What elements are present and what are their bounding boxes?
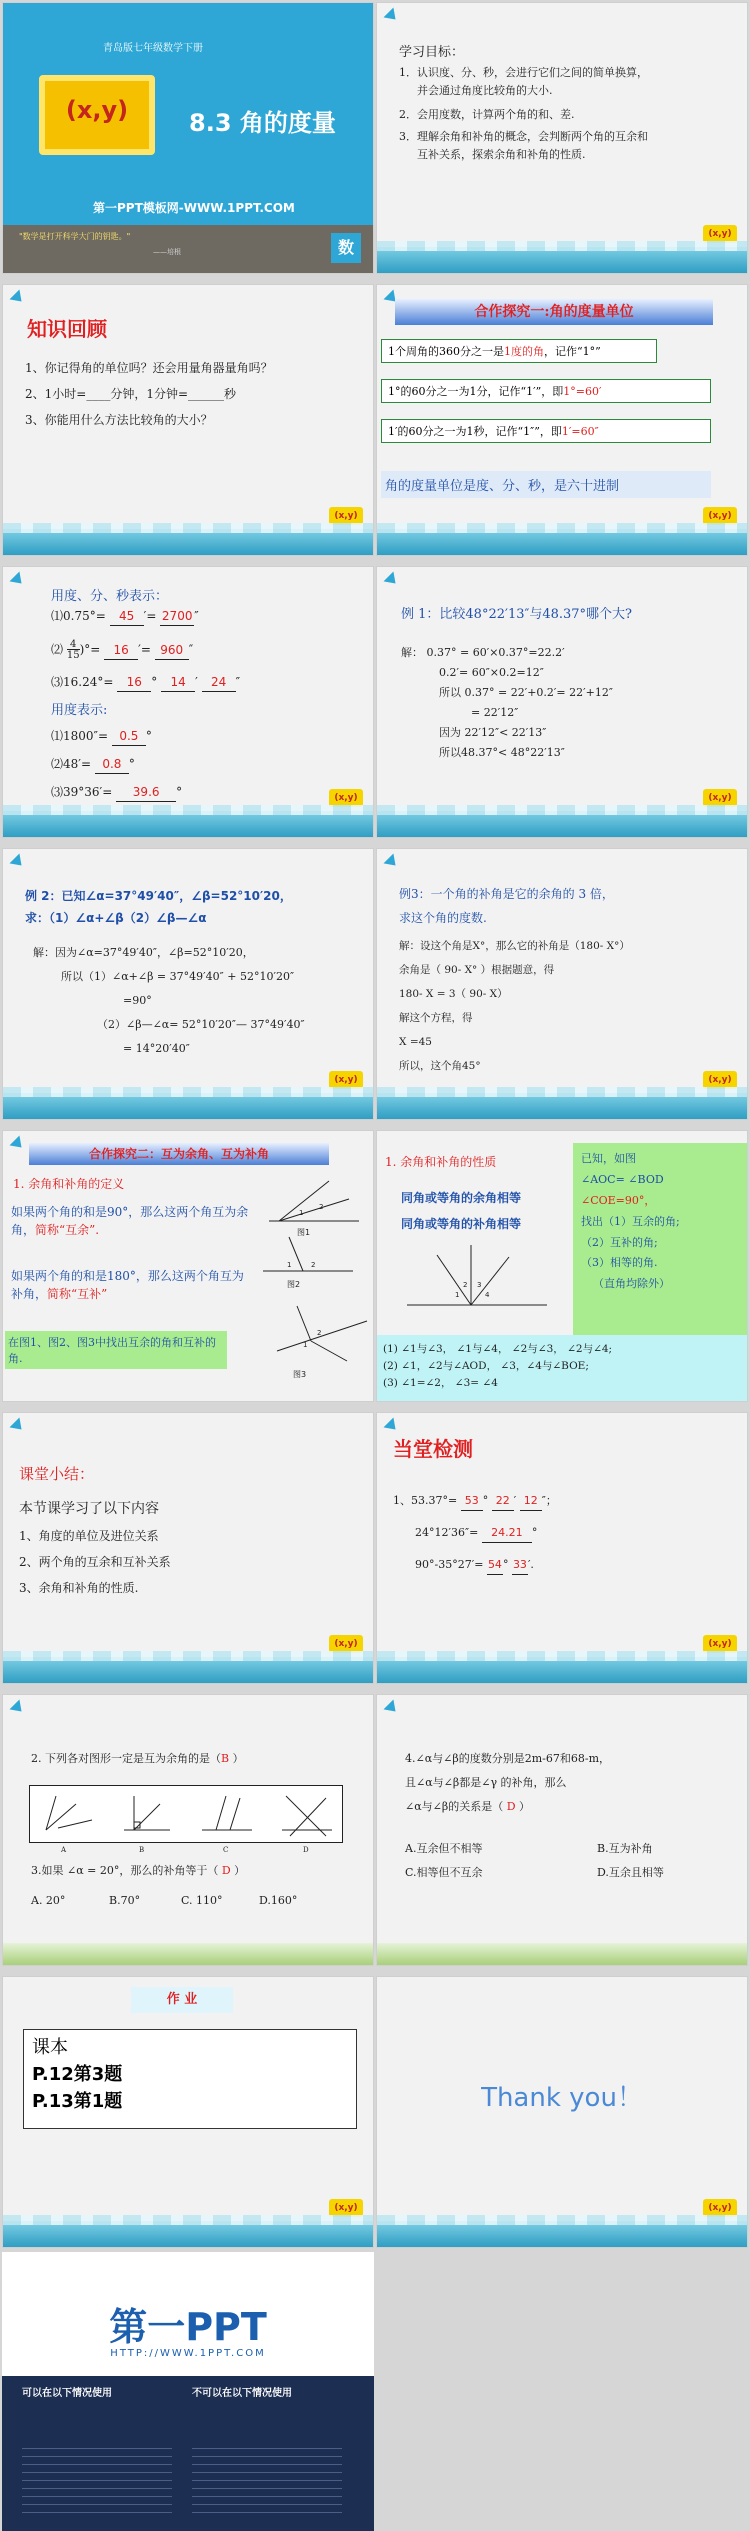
- q2-label-c: C: [223, 1846, 229, 1854]
- q4-answer: D: [506, 1800, 516, 1813]
- props-known-box: [573, 1143, 747, 1343]
- convert-a3-v2: 14: [161, 673, 195, 692]
- check-q1-v2: 22: [492, 1493, 514, 1511]
- check-q1-label: 1、53.37°=: [393, 1494, 458, 1507]
- xy-logo-icon: (x,y): [329, 789, 363, 807]
- q2-figure-d: [276, 1790, 336, 1840]
- goals-item: 并会通过角度比较角的大小.: [417, 84, 553, 97]
- cover-quote: "数学是打开科学大门的钥匙。": [19, 232, 131, 241]
- explore1-line3-a: 1′的60分之一为1秒，记作“1″”，即: [388, 425, 562, 438]
- corner-triangle-icon: [10, 1418, 27, 1435]
- xy-board-text: (x,y): [65, 96, 129, 124]
- corner-triangle-icon: [10, 1136, 27, 1153]
- q2-label-a: A: [61, 1846, 67, 1854]
- goals-item: 3．理解余角和补角的概念，会判断两个角的互余和: [399, 130, 648, 143]
- convert-a1: ⑴0.75°= 45 ′= 2700 ″: [51, 607, 199, 626]
- goals-heading: 学习目标：: [399, 45, 465, 60]
- check-q1c: 90°-35°27′= 54° 33′.: [415, 1557, 534, 1575]
- q2-label-b: B: [139, 1846, 145, 1854]
- q3-text: 3.如果 ∠α = 20°，那么的补角等于（ D ）: [31, 1864, 246, 1877]
- q4-slide: [376, 1694, 748, 1966]
- summary-title: 课堂小结：: [19, 1465, 95, 1483]
- example2-l1: 解：因为∠α=37°49′40″，∠β=52°10′20，: [33, 946, 254, 959]
- q4-line2: 且∠α与∠β都是∠γ 的补角，那么: [405, 1776, 567, 1789]
- figure-1-label: 图1: [297, 1228, 311, 1237]
- props-p2: 同角或等角的补角相等: [401, 1217, 522, 1231]
- homework-slide: [2, 1976, 374, 2248]
- frac-den: 15: [66, 650, 80, 661]
- convert-a1-v2: 2700: [160, 607, 194, 626]
- q3-opt: C. 110°: [181, 1894, 223, 1907]
- svg-text:2: 2: [319, 1203, 324, 1211]
- xy-logo-icon: (x,y): [329, 2199, 363, 2217]
- props-ans3: (3) ∠1=∠2， ∠3= ∠4: [383, 1376, 498, 1389]
- props-find: 找出（1）互余的角;: [581, 1214, 680, 1228]
- xy-logo-icon: (x,y): [703, 2199, 737, 2217]
- example2-l4: （2）∠β—∠α= 52°10′20″— 37°49′40″: [97, 1018, 305, 1031]
- explore2-p2-b: 简称“互补”: [47, 1287, 108, 1301]
- convert-b2: ⑵48′= 0.8 °: [51, 755, 135, 774]
- props-f2: （2）互补的角;: [581, 1235, 658, 1249]
- xy-board: [39, 75, 155, 155]
- props-figure: [401, 1239, 551, 1315]
- goals-item: 2．会用度数，计算两个角的和、差.: [399, 108, 575, 121]
- convert-a2-v2: 960: [155, 641, 189, 660]
- explore1-title: 合作探究一:角的度量单位: [395, 299, 713, 325]
- decor-band: [3, 811, 373, 837]
- svg-text:3: 3: [477, 1281, 482, 1289]
- svg-text:2: 2: [317, 1329, 322, 1337]
- check-q1c-label: 90°-35°27′=: [415, 1558, 484, 1571]
- xy-logo-icon: (x,y): [703, 1635, 737, 1653]
- q4-opt: C.相等但不互余: [405, 1866, 483, 1879]
- props-answers: [377, 1335, 748, 1402]
- example2-l3: =90°: [123, 994, 152, 1007]
- xy-logo-icon: (x,y): [703, 225, 737, 243]
- convert-b1-v: 0.5: [112, 727, 146, 746]
- homework-l2: P.12第3题: [32, 2064, 123, 2085]
- frac-num: 4: [70, 639, 77, 650]
- q2-text: 2. 下列各对图形一定是互为余角的是（B ）: [31, 1752, 244, 1765]
- props-title: 1. 余角和补角的性质: [385, 1155, 497, 1169]
- corner-triangle-icon: [384, 854, 401, 871]
- explore1-line2-a: 1°的60分之一为1分，记作“1′”，即: [388, 385, 564, 398]
- cover-slide: [2, 2, 374, 274]
- decor-band: [3, 2221, 373, 2247]
- svg-text:1: 1: [287, 1261, 292, 1269]
- example3-line: 解这个方程，得: [399, 1012, 473, 1024]
- props-f3: （3）相等的角.: [581, 1256, 658, 1270]
- props-k1: ∠AOC= ∠BOD: [581, 1172, 664, 1186]
- check-q1: 1、53.37°= 53 ° 22 ′ 12 ″；: [393, 1493, 557, 1511]
- example1-question: 例 1：比较48°22′13″与48.37°哪个大?: [401, 607, 633, 622]
- convert-a1-v1: 45: [110, 607, 144, 626]
- summary-slide: [2, 1412, 374, 1684]
- corner-triangle-icon: [384, 8, 401, 25]
- goals-item: 互补关系，探索余角和补角的性质.: [417, 148, 586, 161]
- decor-band: [377, 247, 747, 273]
- q3-question: 3.如果 ∠α = 20°，那么的补角等于（: [31, 1864, 219, 1877]
- explore2-p2: [11, 1267, 251, 1303]
- example2-q1: 例 2：已知∠α=37°49′40″，∠β=52°10′20，: [25, 889, 292, 903]
- check-slide: [376, 1412, 748, 1684]
- corner-triangle-icon: [10, 572, 27, 589]
- explore1-line1-b: 1度的角: [504, 345, 544, 358]
- example2-slide: [2, 848, 374, 1120]
- example1-line: 解： 0.37° = 60′×0.37°=22.2′: [401, 646, 565, 659]
- convert-h1: 用度、分、秒表示：: [51, 589, 169, 604]
- convert-slide: [2, 566, 374, 838]
- goals-item: 1．认识度、分、秒，会进行它们之间的简单换算，: [399, 66, 648, 79]
- explore1-line2: [381, 379, 711, 403]
- decor-band: [377, 1093, 747, 1119]
- summary-item: 2、两个角的互余和互补关系: [19, 1555, 171, 1569]
- figure-2-label: 图2: [287, 1280, 301, 1289]
- q2-figure-b: [114, 1790, 174, 1840]
- check-q1c-v1: 54: [487, 1557, 503, 1575]
- figure-2: [253, 1231, 363, 1291]
- check-q1b: 24°12′36″= 24.21 °: [415, 1525, 537, 1543]
- explore1-line2-b: 1°=60′: [563, 385, 602, 398]
- decor-band-green: [3, 1943, 373, 1965]
- example3-q2: 求这个角的度数.: [399, 911, 487, 925]
- review-q1: 1、你记得角的单位吗？还会用量角器量角吗？: [25, 361, 273, 375]
- footer-navy: [2, 2376, 374, 2531]
- props-ans1: (1) ∠1与∠3， ∠1与∠4， ∠2与∠3， ∠2与∠4;: [383, 1343, 613, 1355]
- cover-band: [3, 225, 373, 274]
- footer-can: 可以在以下情况使用: [22, 2388, 112, 2399]
- example3-slide: [376, 848, 748, 1120]
- footer-lines-left: [22, 2448, 172, 2518]
- example1-line: = 22′12″: [471, 706, 519, 719]
- props-slide: [376, 1130, 748, 1402]
- example3-line: X =45: [399, 1036, 432, 1048]
- xy-logo-icon: (x,y): [703, 789, 737, 807]
- convert-b2-v: 0.8: [95, 755, 129, 774]
- convert-a3-v3: 24: [202, 673, 236, 692]
- footer-ad: [2, 2252, 374, 2531]
- xy-logo-icon: (x,y): [703, 1071, 737, 1089]
- svg-text:2: 2: [311, 1261, 316, 1269]
- corner-triangle-icon: [384, 1418, 401, 1435]
- footer-brand: 第一PPT: [109, 2305, 267, 2349]
- cover-quote-author: ——培根: [153, 248, 181, 256]
- props-p1: 同角或等角的余角相等: [401, 1191, 522, 1205]
- review-q2: 2、1小时=____分钟，1分钟=______秒: [25, 387, 237, 401]
- example2-q2: 求：（1）∠α+∠β（2）∠β—∠α: [25, 911, 207, 925]
- corner-triangle-icon: [10, 1700, 27, 1717]
- q3-answer: D: [221, 1864, 231, 1877]
- q2-label-d: D: [303, 1846, 309, 1854]
- cover-series: 青岛版七年级数学下册: [103, 43, 203, 54]
- explore2-box: 在图1、图2、图3中找出互余的角和互补的角.: [5, 1331, 227, 1369]
- figure-3-label: 图3: [293, 1370, 307, 1379]
- footer-cannot: 不可以在以下情况使用: [192, 2388, 292, 2399]
- q2-answer: B: [221, 1752, 230, 1765]
- figure-3: [267, 1301, 371, 1371]
- q4-opt: A.互余但不相等: [405, 1842, 483, 1855]
- decor-band: [377, 529, 747, 555]
- example3-line: 所以，这个角45°: [399, 1060, 481, 1072]
- explore2-p1-b: 简称“互余”.: [35, 1223, 100, 1237]
- decor-band: [377, 1657, 747, 1683]
- cover-site: 第一PPT模板网-WWW.1PPT.COM: [93, 201, 295, 215]
- q2-figure-a: [36, 1790, 96, 1840]
- footer-url: HTTP://WWW.1PPT.COM: [110, 2348, 266, 2359]
- q4-opt: D.互余且相等: [597, 1866, 664, 1879]
- props-known: 已知，如图: [581, 1152, 636, 1165]
- q2-slide: [2, 1694, 374, 1966]
- homework-box: [23, 2029, 357, 2129]
- example1-line: 0.2′= 60″×0.2=12″: [439, 666, 544, 679]
- convert-b3-label: ⑶39°36′=: [51, 785, 113, 799]
- q3-opt: A. 20°: [31, 1894, 66, 1907]
- svg-text:2: 2: [463, 1281, 468, 1289]
- shu-badge: 数: [331, 233, 361, 263]
- q2-question: 2. 下列各对图形一定是互为余角的是（: [31, 1752, 221, 1765]
- convert-b3: ⑶39°36′= 39.6 °: [51, 783, 182, 802]
- q4-line1: 4.∠α与∠β的度数分别是2m-67和68-m，: [405, 1752, 611, 1765]
- convert-b2-label: ⑵48′=: [51, 757, 92, 771]
- q4-line3-text: ∠α与∠β的关系是（: [405, 1800, 504, 1813]
- convert-b3-v: 39.6: [116, 783, 176, 802]
- homework-l3: P.13第1题: [32, 2091, 123, 2112]
- example1-slide: [376, 566, 748, 838]
- props-f4: （直角均除外）: [593, 1277, 670, 1291]
- explore2-slide: [2, 1130, 374, 1402]
- q2-figures: [29, 1785, 343, 1843]
- explore2-p1: [11, 1203, 251, 1239]
- corner-triangle-icon: [384, 1700, 401, 1717]
- example1-line: 因为 22′12″< 22′13″: [439, 726, 547, 739]
- review-slide: [2, 284, 374, 556]
- explore2-p2-a: 如果两个角的和是180°，那么这两个角互为补角，: [11, 1269, 244, 1301]
- convert-b1-label: ⑴1800″=: [51, 729, 109, 743]
- q3-opt: D.160°: [259, 1894, 298, 1907]
- explore1-summary: 角的度量单位是度、分、秒，是六十进制: [381, 471, 711, 498]
- q3-opt: B.70°: [109, 1894, 141, 1907]
- convert-h2: 用度表示:: [51, 703, 108, 718]
- explore1-line1-a: 1个周角的360分之一是: [388, 345, 504, 358]
- check-q1c-v2: 33: [512, 1557, 528, 1575]
- corner-triangle-icon: [10, 290, 27, 307]
- example3-line: 180- X = 3（ 90- X）: [399, 988, 508, 1000]
- q4-line3: ∠α与∠β的关系是（ D ）: [405, 1800, 531, 1813]
- check-q1-v3: 12: [520, 1493, 542, 1511]
- check-q1b-label: 24°12′36″=: [415, 1526, 479, 1539]
- decor-band: [377, 2221, 747, 2247]
- svg-text:1: 1: [303, 1341, 308, 1349]
- homework-title: 作 业: [131, 1987, 233, 2013]
- decor-band: [377, 811, 747, 837]
- example1-line: 所以48.37°< 48°22′13″: [439, 746, 565, 759]
- review-title: 知识回顾: [27, 317, 107, 341]
- convert-a1-label: ⑴0.75°=: [51, 609, 106, 623]
- xy-logo-icon: (x,y): [329, 507, 363, 525]
- example2-l5: = 14°20′40″: [123, 1042, 190, 1055]
- thanks-text: Thank you！: [481, 2083, 643, 2113]
- xy-logo-icon: (x,y): [329, 1071, 363, 1089]
- summary-heading: 本节课学习了以下内容: [19, 1501, 159, 1517]
- decor-band-green: [377, 1943, 747, 1965]
- example1-line: 所以 0.37° = 22′+0.2′= 22′+12″: [439, 686, 613, 699]
- example3-line: 余角是（ 90- X° ）根据题意，得: [399, 964, 555, 976]
- cover-title: 8.3 角的度量: [189, 109, 336, 137]
- example3-line: 解：设这个角是X°，那么它的补角是（180- X°）: [399, 940, 630, 952]
- explore1-line1: [381, 339, 657, 363]
- props-ans2: (2) ∠1，∠2与∠AOD， ∠3，∠4与∠BOE;: [383, 1359, 589, 1372]
- decor-band: [3, 529, 373, 555]
- corner-triangle-icon: [10, 854, 27, 871]
- check-q1b-v: 24.21: [482, 1525, 532, 1543]
- explore1-line3: [381, 419, 711, 443]
- explore1-line3-b: 1′=60″: [561, 425, 599, 438]
- corner-triangle-icon: [384, 572, 401, 589]
- summary-item: 1、角度的单位及进位关系: [19, 1529, 159, 1543]
- q4-opt: B.互为补角: [597, 1842, 653, 1855]
- convert-a2-label: ⑵: [51, 642, 64, 657]
- convert-a3: ⑶16.24°= 16 ° 14 ′ 24 ″: [51, 673, 240, 692]
- review-q3: 3、你能用什么方法比较角的大小？: [25, 413, 213, 427]
- explore2-def-heading: 1. 余角和补角的定义: [13, 1177, 125, 1191]
- example2-l2: 所以（1）∠α+∠β = 37°49′40″ + 52°10′20″: [61, 970, 295, 983]
- xy-logo-icon: (x,y): [329, 1635, 363, 1653]
- svg-text:1: 1: [299, 1209, 304, 1217]
- thanks-slide: [376, 1976, 748, 2248]
- check-q1-v1: 53: [461, 1493, 483, 1511]
- props-k2: ∠COE=90°，: [581, 1193, 656, 1207]
- convert-a2-v1: 16: [104, 641, 138, 660]
- decor-band: [3, 1657, 373, 1683]
- footer-lines-right: [192, 2448, 342, 2518]
- svg-text:4: 4: [485, 1291, 490, 1299]
- figure-1: [259, 1171, 369, 1231]
- homework-l1: 课本: [32, 2037, 68, 2058]
- svg-text:1: 1: [455, 1291, 460, 1299]
- explore2-p1-a: 如果两个角的和是90°，那么这两个角互为余角，: [11, 1205, 249, 1237]
- xy-logo-icon: (x,y): [703, 507, 737, 525]
- convert-a3-v1: 16: [117, 673, 151, 692]
- summary-item: 3、余角和补角的性质.: [19, 1581, 139, 1595]
- convert-a2: ⑵ $\frac{4}{15})^\circ= 16$ ′= 960 ″: [51, 639, 194, 661]
- convert-b1: ⑴1800″= 0.5 °: [51, 727, 152, 746]
- convert-a3-label: ⑶16.24°=: [51, 675, 114, 689]
- q2-figure-c: [196, 1790, 256, 1840]
- check-title: 当堂检测: [393, 1437, 473, 1461]
- explore1-line1-c: ，记作“1°”: [544, 345, 601, 358]
- explore2-title: 合作探究二：互为余角、互为补角: [29, 1143, 329, 1165]
- example3-q1: 例3：一个角的补角是它的余角的 3 倍，: [399, 887, 614, 901]
- explore1-slide: [376, 284, 748, 556]
- decor-band: [3, 1093, 373, 1119]
- goals-slide: [376, 2, 748, 274]
